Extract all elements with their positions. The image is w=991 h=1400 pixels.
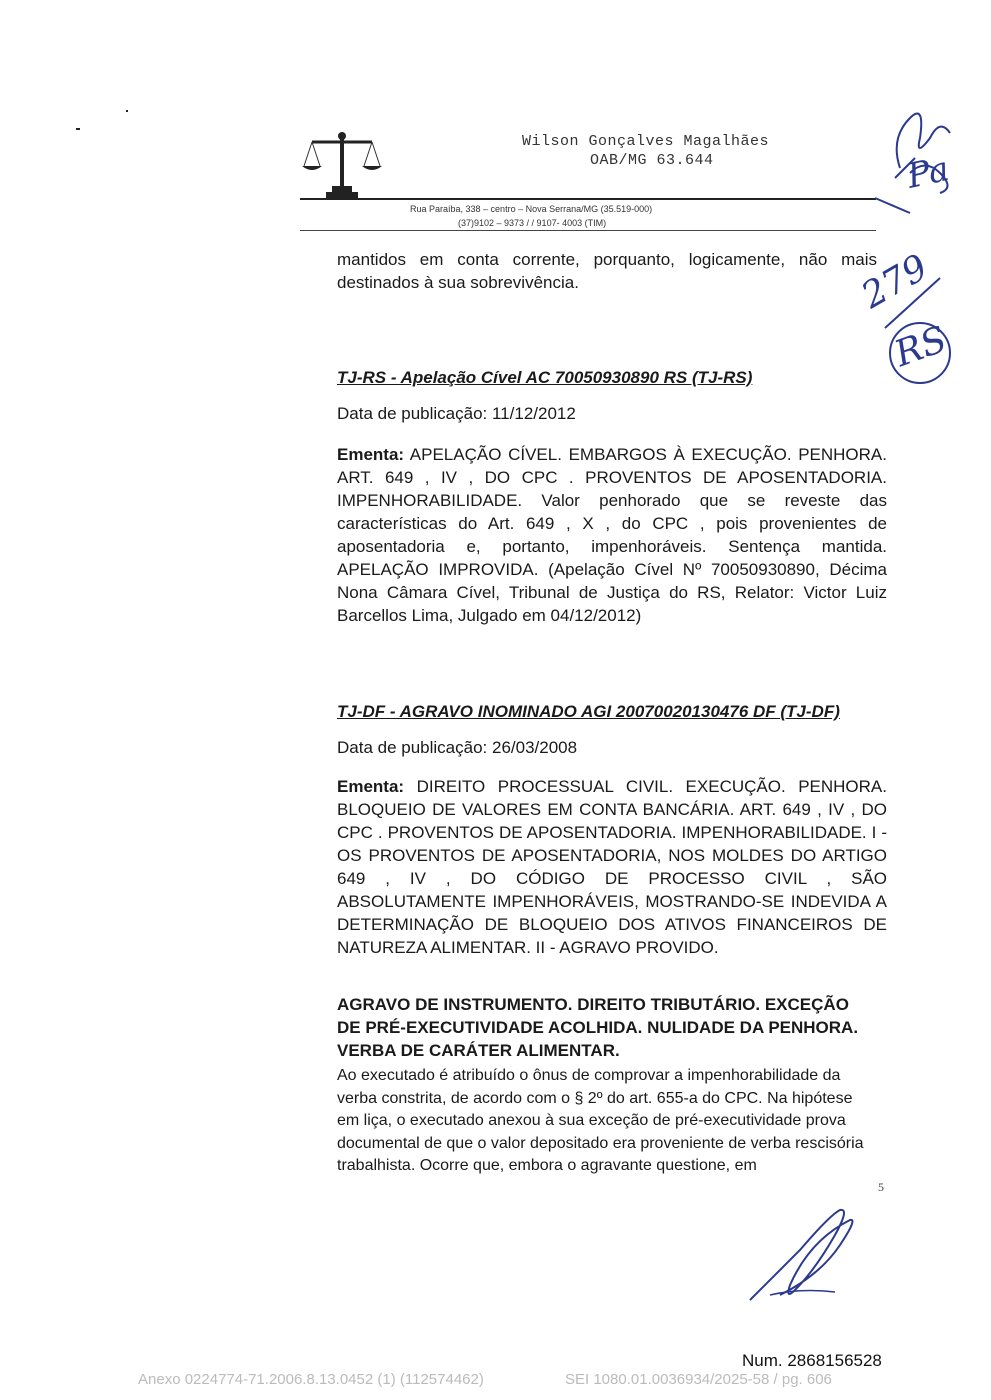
lawyer-oab: OAB/MG 63.644 (590, 152, 714, 169)
handwritten-signature (740, 1200, 870, 1310)
intro-paragraph: mantidos em conta corrente, porquanto, logicamente, não mais destinados à sua sobrevivência. (337, 250, 877, 292)
lawyer-name: Wilson Gonçalves Magalhães (522, 133, 770, 150)
top-initials: Pa (903, 149, 953, 197)
case3-title: AGRAVO DE INSTRUMENTO. DIREITO TRIBUTÁRIO. EXCEÇÃO DE PRÉ-EXECUTIVIDADE ACOLHIDA. NULIDADE DA PENHORA. VERBA DE CARÁTER ALIMENTAR. (337, 995, 859, 1060)
handwritten-margin-notes (854, 98, 980, 398)
office-address: Rua Paraíba, 338 – centro – Nova Serrana/MG (35.519-000) (410, 204, 653, 214)
document-number: Num. 2868156528 (742, 1351, 882, 1370)
case2-summary (337, 775, 887, 959)
margin-initials: RS (889, 319, 953, 376)
page-number: 5 (878, 1180, 884, 1194)
scales-of-justice-logo (302, 128, 382, 200)
margin-number: 279 (854, 246, 935, 317)
case1-summary-text: APELAÇÃO CÍVEL. EMBARGOS À EXECUÇÃO. PENHORA. ART. 649 , IV , DO CPC . PROVENTOS DE APOSENTADORIA. IMPENHORABILIDADE. Valor penhorado que se reveste das características do Art. 649 , X , do CPC , pois provenientes de aposentadoria e, portanto, impenhoráveis. Sentença mantida. APELAÇÃO IMPROVIDA. (Apelação Cível Nº 70050930890, Décima Nona Câmara Cível, Tribunal de Justiça do RS, Relator: Victor Luiz Barcellos Lima, Julgado em 04/12/2012) (337, 445, 887, 625)
header-divider-bottom (300, 230, 876, 231)
case1-summary (337, 443, 887, 627)
case1-summary-label: Ementa: (337, 445, 405, 464)
scan-speck (126, 110, 128, 112)
sei-reference: SEI 1080.01.0036934/2025-58 / pg. 606 (565, 1371, 832, 1388)
case3-body: Ao executado é atribuído o ônus de comprovar a impenhorabilidade da verba constrita, de acordo com o § 2º do art. 655-a do CPC. Na hipótese em liça, o executado anexou à sua exceção de pré-executividade prova documental de que o valor depositado era proveniente de verba rescisória trabalhista. Ocorre que, embora o agravante questione, em (337, 1067, 864, 1174)
case2-summary-label: Ementa: (337, 777, 405, 796)
case1-heading: TJ-RS - Apelação Cível AC 70050930890 RS (TJ-RS) (337, 368, 753, 387)
case1-date: Data de publicação: 11/12/2012 (337, 404, 576, 423)
case2-date: Data de publicação: 26/03/2008 (337, 738, 578, 757)
scan-speck (76, 128, 80, 130)
annex-reference: Anexo 0224774-71.2006.8.13.0452 (1) (112574462) (138, 1371, 484, 1388)
office-phone: (37)9102 – 9373 / / 9107- 4003 (TIM) (458, 218, 607, 228)
case2-summary-text: DIREITO PROCESSUAL CIVIL. EXECUÇÃO. PENHORA. BLOQUEIO DE VALORES EM CONTA BANCÁRIA. ART. 649 , IV , DO CPC . PROVENTOS DE APOSENTADORIA. IMPENHORABILIDADE. I - OS PROVENTOS DE APOSENTADORIA, NOS MOLDES DO ARTIGO 649 , IV , DO CÓDIGO DE PROCESSO CIVIL , SÃO ABSOLUTAMENTE IMPENHORÁVEIS, MOSTRANDO-SE INDEVIDA A DETERMINAÇÃO DE BLOQUEIO DOS ATIVOS FINANCEIROS DE NATUREZA ALIMENTAR. II - AGRAVO PROVIDO. (337, 777, 887, 957)
case2-heading: TJ-DF - AGRAVO INOMINADO AGI 20070020130476 DF (TJ-DF) (337, 702, 840, 721)
header-divider (300, 198, 876, 200)
